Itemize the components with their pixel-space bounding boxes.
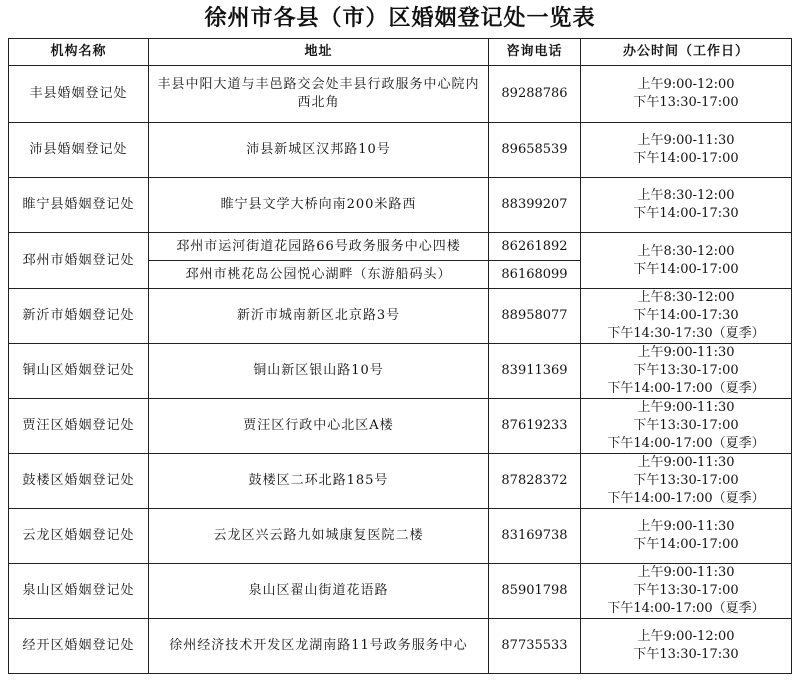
office-name: 泉山区婚姻登记处 [9, 564, 149, 619]
header-name: 机构名称 [9, 39, 149, 66]
header-phone: 咨询电话 [489, 39, 581, 66]
hours-line: 下午13:30-17:00 [633, 418, 739, 433]
office-name: 沛县婚姻登记处 [9, 123, 149, 178]
hours-line: 上午9:00-11:30 [637, 400, 735, 415]
office-address: 泉山区翟山街道花语路 [149, 564, 489, 619]
office-address: 丰县中阳大道与丰邑路交会处丰县行政服务中心院内西北角 [149, 66, 489, 123]
office-name: 新沂市婚姻登记处 [9, 289, 149, 344]
table-row [9, 454, 792, 509]
office-hours [581, 454, 792, 509]
hours-line: 下午14:00-17:00 [633, 537, 739, 552]
office-name: 邳州市婚姻登记处 [9, 233, 149, 289]
office-address: 云龙区兴云路九如城康复医院二楼 [149, 509, 489, 564]
table-row [9, 66, 792, 123]
office-name: 铜山区婚姻登记处 [9, 344, 149, 399]
hours-line: 上午9:00-12:00 [637, 629, 735, 644]
office-hours [581, 344, 792, 399]
page-title: 徐州市各县（市）区婚姻登记处一览表 [204, 6, 596, 31]
hours-line: 下午14:00-17:00 [633, 151, 739, 166]
hours-line: 下午13:30-17:00 [633, 95, 739, 110]
header-row [9, 39, 792, 66]
hours-line: 下午13:30-17:30 [633, 647, 739, 662]
hours-line: 上午8:30-12:00 [637, 188, 735, 203]
office-phone: 88958077 [489, 289, 581, 344]
hours-line: 上午9:00-11:30 [637, 455, 735, 470]
hours-line: 下午14:00-17:30 [633, 308, 739, 323]
hours-line: 上午9:00-11:30 [637, 519, 735, 534]
registry-table [8, 38, 792, 674]
hours-line: 下午14:00-17:30 [633, 206, 739, 221]
office-name: 鼓楼区婚姻登记处 [9, 454, 149, 509]
table-row [9, 289, 792, 344]
table-row [9, 564, 792, 619]
hours-line: 下午14:30-17:30（夏季） [607, 326, 765, 341]
office-name: 贾汪区婚姻登记处 [9, 399, 149, 454]
office-name: 云龙区婚姻登记处 [9, 509, 149, 564]
office-hours [581, 399, 792, 454]
office-address: 铜山新区银山路10号 [149, 344, 489, 399]
hours-line: 下午14:00-17:00（夏季） [607, 491, 765, 506]
hours-line: 下午13:30-17:00 [633, 363, 739, 378]
office-address: 贾汪区行政中心北区A楼 [149, 399, 489, 454]
table-row [9, 233, 792, 261]
office-address: 睢宁县文学大桥向南200米路西 [149, 178, 489, 233]
office-phone: 88399207 [489, 178, 581, 233]
office-hours [581, 619, 792, 674]
office-hours [581, 178, 792, 233]
hours-line: 上午9:00-11:30 [637, 345, 735, 360]
office-address: 鼓楼区二环北路185号 [149, 454, 489, 509]
office-address: 徐州经济技术开发区龙湖南路11号政务服务中心 [149, 619, 489, 674]
office-phone: 86261892 [489, 233, 581, 261]
office-phone: 85901798 [489, 564, 581, 619]
table-row [9, 178, 792, 233]
hours-line: 上午9:00-11:30 [637, 133, 735, 148]
table-row [9, 123, 792, 178]
office-phone: 87735533 [489, 619, 581, 674]
hours-line: 下午13:30-17:00 [633, 583, 739, 598]
hours-line: 下午14:00-17:00（夏季） [607, 436, 765, 451]
hours-line: 上午8:30-12:00 [637, 290, 735, 305]
header-address: 地址 [149, 39, 489, 66]
table-row [9, 509, 792, 564]
table-row [9, 399, 792, 454]
office-hours [581, 509, 792, 564]
office-phone: 89658539 [489, 123, 581, 178]
office-hours [581, 233, 792, 289]
table-row [9, 619, 792, 674]
office-hours [581, 66, 792, 123]
hours-line: 下午14:00-17:00（夏季） [607, 601, 765, 616]
hours-line: 上午8:30-12:00 [637, 243, 735, 259]
office-hours [581, 123, 792, 178]
office-hours [581, 289, 792, 344]
hours-line: 上午9:00-11:30 [637, 565, 735, 580]
office-phone: 87828372 [489, 454, 581, 509]
office-address-secondary: 邳州市桃花岛公园悦心湖畔（东游船码头） [149, 261, 489, 289]
office-address: 新沂市城南新区北京路3号 [149, 289, 489, 344]
office-phone: 87619233 [489, 399, 581, 454]
hours-line: 下午13:30-17:00 [633, 473, 739, 488]
hours-line: 下午14:00-17:00（夏季） [607, 381, 765, 396]
office-address: 邳州市运河街道花园路66号政务服务中心四楼 [149, 233, 489, 261]
office-phone: 83169738 [489, 509, 581, 564]
office-name: 丰县婚姻登记处 [9, 66, 149, 123]
office-name: 睢宁县婚姻登记处 [9, 178, 149, 233]
hours-line: 上午9:00-12:00 [637, 77, 735, 92]
office-hours [581, 564, 792, 619]
office-phone: 83911369 [489, 344, 581, 399]
office-address: 沛县新城区汉邦路10号 [149, 123, 489, 178]
office-name: 经开区婚姻登记处 [9, 619, 149, 674]
header-hours: 办公时间（工作日） [581, 39, 792, 66]
office-phone: 89288786 [489, 66, 581, 123]
office-phone-secondary: 86168099 [489, 261, 581, 289]
hours-line: 下午14:00-17:00 [633, 261, 739, 277]
table-row [9, 344, 792, 399]
